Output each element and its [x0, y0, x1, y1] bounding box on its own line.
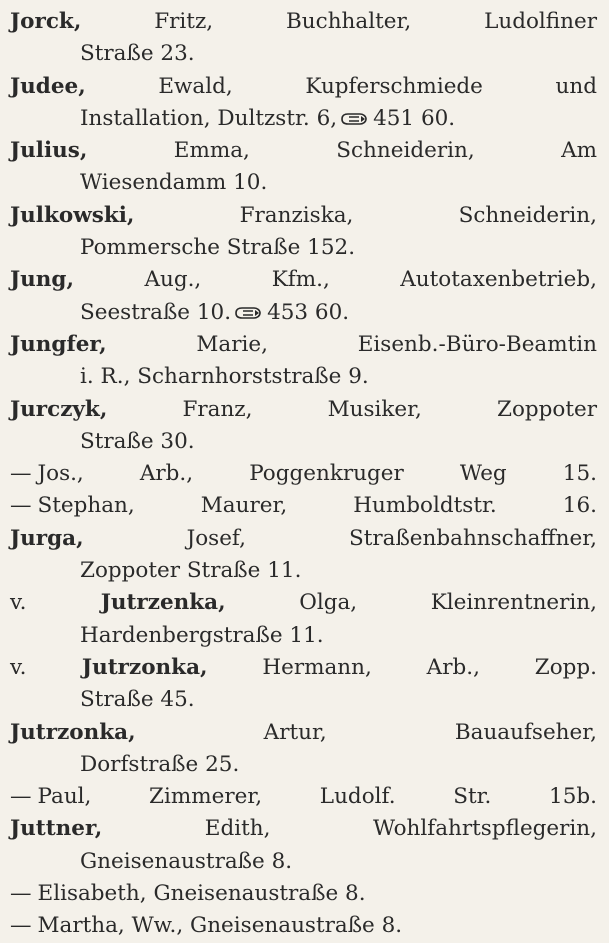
directory-entry	[10, 910, 597, 942]
entry-name: Jurczyk,	[10, 396, 108, 422]
ditto-dash: —	[10, 461, 32, 487]
directory-entry	[10, 329, 597, 394]
entry-line	[10, 394, 597, 426]
entry-line	[10, 587, 597, 619]
directory-entry	[10, 394, 597, 459]
entry-line	[10, 490, 597, 522]
entry-text: Martha, Ww., Gneisenaustraße 8.	[37, 913, 403, 939]
entry-text: Pommersche Straße 152.	[80, 235, 356, 261]
entry-text: Fritz, Buchhalter, Ludolfiner	[81, 9, 597, 34]
directory-entry	[10, 587, 597, 652]
entry-name: Julius,	[10, 138, 88, 164]
entry-line	[10, 781, 597, 813]
entry-text: Hermann, Arb., Zopp.	[207, 654, 598, 680]
entry-text: Wiesendamm 10.	[80, 170, 268, 196]
entry-text: Paul, Zimmerer, Ludolf. Str. 15b.	[37, 784, 597, 810]
entry-line	[10, 523, 597, 555]
entry-line	[10, 813, 597, 845]
directory-entry	[10, 813, 597, 878]
entry-name: Jutrzonka,	[26, 654, 208, 680]
entry-line	[10, 297, 597, 329]
entry-text: Ewald, Kupferschmiede und	[85, 73, 597, 99]
directory-entry	[10, 878, 597, 910]
entry-text: Marie, Eisenb.-Büro-Beamtin	[106, 331, 597, 357]
entry-line	[10, 684, 597, 716]
entry-line	[10, 846, 597, 878]
directory-entry	[10, 264, 597, 329]
entry-text: Installation, Dultzstr. 6,	[80, 105, 338, 131]
phone-number: 453 60.	[267, 299, 350, 325]
entry-name: Jutrzenka,	[26, 590, 226, 616]
entry-line	[10, 6, 597, 38]
entry-text: Artur, Bauaufseher,	[135, 719, 597, 745]
phone-number: 451 60.	[373, 105, 456, 131]
entry-text: Straße 23.	[80, 41, 195, 67]
entry-text: Franziska, Schneiderin,	[134, 202, 597, 228]
directory-entry	[10, 523, 597, 588]
entry-name: Jutrzonka,	[10, 719, 136, 745]
entry-line	[10, 910, 597, 942]
entry-name: Julkowski,	[10, 202, 135, 228]
telephone-hand-icon	[235, 306, 261, 320]
entry-text: Edith, Wohlfahrtspflegerin,	[102, 816, 597, 842]
entry-text: Jos., Arb., Poggenkruger Weg 15.	[37, 461, 597, 487]
entry-text: Straße 30.	[80, 428, 195, 454]
entry-name: Jung,	[10, 267, 74, 293]
entry-text: Elisabeth, Gneisenaustraße 8.	[37, 881, 366, 907]
entry-line	[10, 38, 597, 70]
telephone-hand-icon	[341, 112, 367, 126]
directory-entry	[10, 490, 597, 522]
ditto-dash: —	[10, 913, 32, 939]
directory-entry	[10, 6, 597, 71]
ditto-dash: —	[10, 493, 32, 519]
entry-line	[10, 620, 597, 652]
entry-line	[10, 426, 597, 458]
entry-text: Franz, Musiker, Zoppoter	[107, 396, 597, 422]
entry-line	[10, 103, 597, 135]
entry-line	[10, 167, 597, 199]
directory-entry	[10, 717, 597, 782]
entry-text: Seestraße 10.	[80, 299, 232, 325]
entry-line	[10, 264, 597, 296]
entry-line	[10, 200, 597, 232]
entry-line	[10, 749, 597, 781]
directory-entry	[10, 781, 597, 813]
directory-entry	[10, 458, 597, 490]
entry-line	[10, 71, 597, 103]
entry-text: i. R., Scharnhorststraße 9.	[80, 364, 369, 390]
entry-prefix: v.	[10, 654, 27, 680]
entry-name: Jorck,	[10, 9, 82, 34]
entry-name: Jungfer,	[10, 331, 107, 357]
entry-line	[10, 361, 597, 393]
entry-line	[10, 652, 597, 684]
entry-line	[10, 135, 597, 167]
entry-name: Jurga,	[10, 525, 84, 551]
entry-text: Josef, Straßenbahnschaffner,	[83, 525, 597, 551]
entry-prefix: v.	[10, 590, 27, 616]
entry-line	[10, 717, 597, 749]
entry-text: Aug., Kfm., Autotaxenbetrieb,	[73, 267, 597, 293]
entry-line	[10, 329, 597, 361]
entry-text: Hardenbergstraße 11.	[80, 622, 324, 648]
entry-text: Zoppoter Straße 11.	[80, 558, 302, 584]
entry-line	[10, 458, 597, 490]
ditto-dash: —	[10, 784, 32, 810]
entry-text: Dorfstraße 25.	[80, 751, 240, 777]
directory-entry	[10, 652, 597, 717]
entry-text: Straße 45.	[80, 687, 195, 713]
entry-text: Gneisenaustraße 8.	[80, 848, 293, 874]
entry-text: Olga, Kleinrentnerin,	[225, 590, 597, 616]
entry-name: Juttner,	[10, 816, 103, 842]
entry-name: Judee,	[10, 73, 86, 99]
ditto-dash: —	[10, 881, 32, 907]
entry-line	[10, 232, 597, 264]
directory-entry	[10, 135, 597, 200]
entry-line	[10, 878, 597, 910]
directory-entry	[10, 200, 597, 265]
entry-line	[10, 555, 597, 587]
entry-text: Stephan, Maurer, Humboldtstr. 16.	[37, 493, 597, 519]
directory-entry	[10, 71, 597, 136]
entry-text: Emma, Schneiderin, Am	[87, 138, 597, 164]
